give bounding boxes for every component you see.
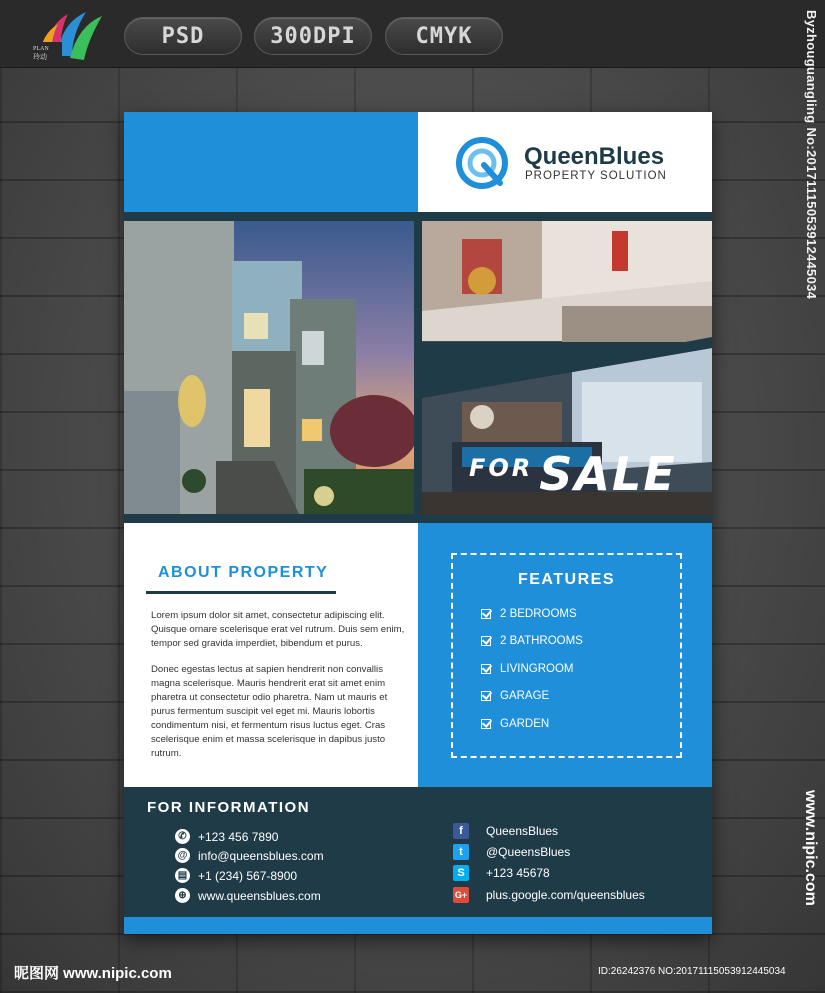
fax-row — [175, 868, 297, 883]
house-photo — [124, 221, 414, 514]
checkbox-icon — [481, 609, 491, 619]
skype-icon: S — [453, 865, 469, 881]
brand-q-icon — [456, 137, 508, 189]
feature-item — [481, 635, 583, 647]
watermark-author: Byzhouguangling No:20171115053912445034 — [804, 10, 819, 300]
watermark-url: www.nipic.com — [802, 790, 819, 906]
feature-label: 2 BEDROOMS — [500, 608, 577, 620]
checkbox-icon — [481, 664, 491, 674]
feature-label: LIVINGROOM — [500, 663, 574, 675]
badge-cmyk: CMYK — [385, 17, 503, 55]
feature-item — [481, 663, 573, 675]
feature-item — [481, 690, 549, 702]
header-blue-panel — [124, 112, 418, 212]
checkbox-icon — [481, 719, 491, 729]
about-paragraph-1: Lorem ipsum dolor sit amet, consectetur adipiscing elit. Quisque ornare scelerisque erat vel rutrum. Duis sem enim, tempor sed gravida imperdiet, bibendum et purus. — [151, 610, 405, 649]
info-title: FOR INFORMATION — [147, 799, 311, 816]
brand-name: QueenBlues — [524, 143, 665, 170]
top-bar — [0, 0, 825, 68]
feature-label: GARDEN — [500, 718, 550, 730]
printer-icon: ▤ — [175, 868, 190, 883]
at-icon: @ — [175, 848, 190, 863]
badge-dpi: 300DPI — [254, 17, 372, 55]
facebook-icon: f — [453, 823, 469, 839]
feature-label: 2 BATHROOMS — [500, 635, 583, 647]
facebook-text: QueensBlues — [486, 824, 559, 838]
google-plus-icon: G+ — [453, 887, 469, 903]
twitter-text: @QueensBlues — [486, 845, 571, 859]
feature-item — [481, 608, 577, 620]
about-divider — [146, 591, 336, 594]
email-text: info@queensblues.com — [198, 848, 324, 863]
skype-row — [453, 865, 550, 881]
twitter-icon: t — [453, 844, 469, 860]
gplus-row — [453, 887, 645, 903]
svg-text:玲动: 玲动 — [33, 53, 47, 61]
watermark-footer-id: ID:26242376 NO:20171115053912445034 — [598, 966, 786, 977]
phone-text: +123 456 7890 — [198, 829, 279, 844]
for-sale-headline — [469, 447, 677, 501]
checkbox-icon — [481, 691, 491, 701]
bottom-accent-bar — [124, 917, 712, 934]
feature-item — [481, 718, 549, 730]
publisher-logo — [28, 6, 108, 64]
globe-icon: ⊕ — [175, 888, 190, 903]
svg-text:PLAN: PLAN — [33, 46, 49, 52]
web-text: www.queensblues.com — [198, 888, 321, 903]
feature-label: GARAGE — [500, 690, 550, 702]
facebook-row — [453, 823, 558, 839]
skype-text: +123 45678 — [486, 866, 550, 880]
checkbox-icon — [481, 636, 491, 646]
phone-icon: ✆ — [175, 829, 190, 844]
fax-text: +1 (234) 567-8900 — [198, 868, 298, 883]
brand-tagline: PROPERTY SOLUTION — [525, 170, 667, 182]
phone-row — [175, 829, 278, 844]
gplus-text: plus.google.com/queensblues — [486, 888, 645, 902]
for-label: FOR — [469, 454, 534, 482]
email-row — [175, 848, 324, 863]
flyer — [124, 112, 712, 934]
about-title: ABOUT PROPERTY — [158, 564, 329, 581]
web-row — [175, 888, 321, 903]
sale-label: SALE — [539, 447, 677, 501]
watermark-footer-site: 昵图网 www.nipic.com — [14, 965, 172, 982]
features-title: FEATURES — [517, 571, 616, 588]
badge-psd: PSD — [124, 17, 242, 55]
about-paragraph-2: Donec egestas lectus at sapien hendrerit non convallis magna scelerisque. Mauris hendrerit erat sit amet enim pharetra ut consectetur odio pharetra. Nam ut mauris et purus fermentum suscipit vel eget mi. Mauris lobortis condimentum nisi, et fermentum risus luctus eget. Cras scelerisque enim et massa scelerisque in dapibus justo rutrum. — [151, 664, 388, 759]
twitter-row — [453, 844, 570, 860]
